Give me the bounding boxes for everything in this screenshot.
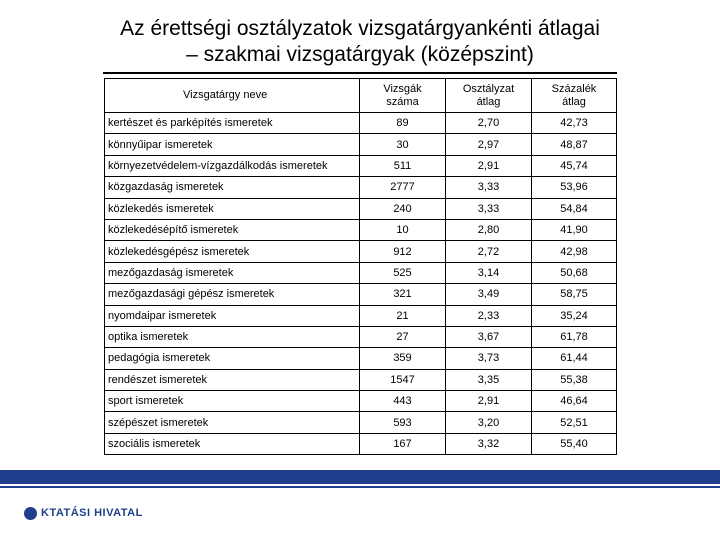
cell-percent-average: 48,87 <box>532 134 617 155</box>
cell-exam-count: 443 <box>360 391 446 412</box>
header-grade-average: Osztályzat átlag <box>446 79 532 113</box>
cell-grade-average: 2,70 <box>446 113 532 134</box>
cell-subject-name: közgazdaság ismeretek <box>105 177 360 198</box>
title-line-2: – szakmai vizsgatárgyak (középszint) <box>186 43 534 66</box>
slide-title <box>0 16 720 68</box>
cell-exam-count: 321 <box>360 284 446 305</box>
cell-percent-average: 41,90 <box>532 219 617 240</box>
table-row <box>105 326 617 347</box>
cell-percent-average: 45,74 <box>532 155 617 176</box>
title-line-1: Az érettségi osztályzatok vizsgatárgyankénti átlagai <box>120 17 600 40</box>
cell-exam-count: 27 <box>360 326 446 347</box>
cell-subject-name: pedagógia ismeretek <box>105 348 360 369</box>
footer-logo <box>24 505 143 521</box>
table-header-row <box>105 79 617 113</box>
table-row <box>105 262 617 283</box>
cell-grade-average: 3,35 <box>446 369 532 390</box>
table-body <box>105 113 617 455</box>
cell-subject-name: szépészet ismeretek <box>105 412 360 433</box>
cell-grade-average: 2,80 <box>446 219 532 240</box>
cell-percent-average: 61,44 <box>532 348 617 369</box>
table-row <box>105 369 617 390</box>
cell-grade-average: 3,14 <box>446 262 532 283</box>
cell-percent-average: 35,24 <box>532 305 617 326</box>
cell-grade-average: 2,72 <box>446 241 532 262</box>
footer-band <box>0 470 720 484</box>
cell-subject-name: mezőgazdaság ismeretek <box>105 262 360 283</box>
cell-exam-count: 240 <box>360 198 446 219</box>
cell-exam-count: 525 <box>360 262 446 283</box>
cell-subject-name: rendészet ismeretek <box>105 369 360 390</box>
cell-exam-count: 89 <box>360 113 446 134</box>
logo-circle-icon <box>24 507 37 520</box>
cell-subject-name: mezőgazdasági gépész ismeretek <box>105 284 360 305</box>
cell-grade-average: 3,73 <box>446 348 532 369</box>
cell-exam-count: 593 <box>360 412 446 433</box>
cell-subject-name: közlekedés ismeretek <box>105 198 360 219</box>
table-row <box>105 305 617 326</box>
cell-exam-count: 511 <box>360 155 446 176</box>
table-row <box>105 348 617 369</box>
cell-grade-average: 3,20 <box>446 412 532 433</box>
table-row <box>105 134 617 155</box>
cell-exam-count: 359 <box>360 348 446 369</box>
cell-percent-average: 53,96 <box>532 177 617 198</box>
cell-subject-name: könnyűipar ismeretek <box>105 134 360 155</box>
cell-percent-average: 55,40 <box>532 433 617 454</box>
cell-grade-average: 3,32 <box>446 433 532 454</box>
cell-grade-average: 2,91 <box>446 155 532 176</box>
cell-exam-count: 912 <box>360 241 446 262</box>
cell-percent-average: 42,98 <box>532 241 617 262</box>
cell-subject-name: kertészet és parképítés ismeretek <box>105 113 360 134</box>
cell-exam-count: 30 <box>360 134 446 155</box>
cell-subject-name: környezetvédelem-vízgazdálkodás ismeretek <box>105 155 360 176</box>
header-subject-name: Vizsgatárgy neve <box>105 79 360 113</box>
cell-exam-count: 2777 <box>360 177 446 198</box>
table-row <box>105 177 617 198</box>
cell-exam-count: 21 <box>360 305 446 326</box>
cell-grade-average: 2,97 <box>446 134 532 155</box>
title-underline <box>103 72 617 74</box>
logo-text: KTATÁSI HIVATAL <box>41 507 143 519</box>
cell-grade-average: 2,33 <box>446 305 532 326</box>
table-row <box>105 219 617 240</box>
table-row <box>105 113 617 134</box>
table-row <box>105 391 617 412</box>
cell-exam-count: 10 <box>360 219 446 240</box>
cell-subject-name: nyomdaipar ismeretek <box>105 305 360 326</box>
cell-grade-average: 3,33 <box>446 198 532 219</box>
grades-table <box>104 78 617 455</box>
cell-exam-count: 1547 <box>360 369 446 390</box>
cell-exam-count: 167 <box>360 433 446 454</box>
cell-subject-name: optika ismeretek <box>105 326 360 347</box>
cell-percent-average: 50,68 <box>532 262 617 283</box>
cell-subject-name: közlekedésgépész ismeretek <box>105 241 360 262</box>
table-row <box>105 155 617 176</box>
cell-grade-average: 3,49 <box>446 284 532 305</box>
header-exam-count: Vizsgák száma <box>360 79 446 113</box>
footer-band-line <box>0 486 720 488</box>
table-row <box>105 198 617 219</box>
cell-grade-average: 2,91 <box>446 391 532 412</box>
cell-grade-average: 3,67 <box>446 326 532 347</box>
cell-percent-average: 42,73 <box>532 113 617 134</box>
cell-grade-average: 3,33 <box>446 177 532 198</box>
cell-percent-average: 61,78 <box>532 326 617 347</box>
cell-percent-average: 54,84 <box>532 198 617 219</box>
cell-subject-name: sport ismeretek <box>105 391 360 412</box>
cell-percent-average: 55,38 <box>532 369 617 390</box>
cell-percent-average: 52,51 <box>532 412 617 433</box>
table-row <box>105 412 617 433</box>
header-percent-average: Százalék átlag <box>532 79 617 113</box>
cell-subject-name: szociális ismeretek <box>105 433 360 454</box>
table-row <box>105 284 617 305</box>
table-row <box>105 241 617 262</box>
cell-percent-average: 46,64 <box>532 391 617 412</box>
cell-percent-average: 58,75 <box>532 284 617 305</box>
cell-subject-name: közlekedésépítő ismeretek <box>105 219 360 240</box>
table-row <box>105 433 617 454</box>
